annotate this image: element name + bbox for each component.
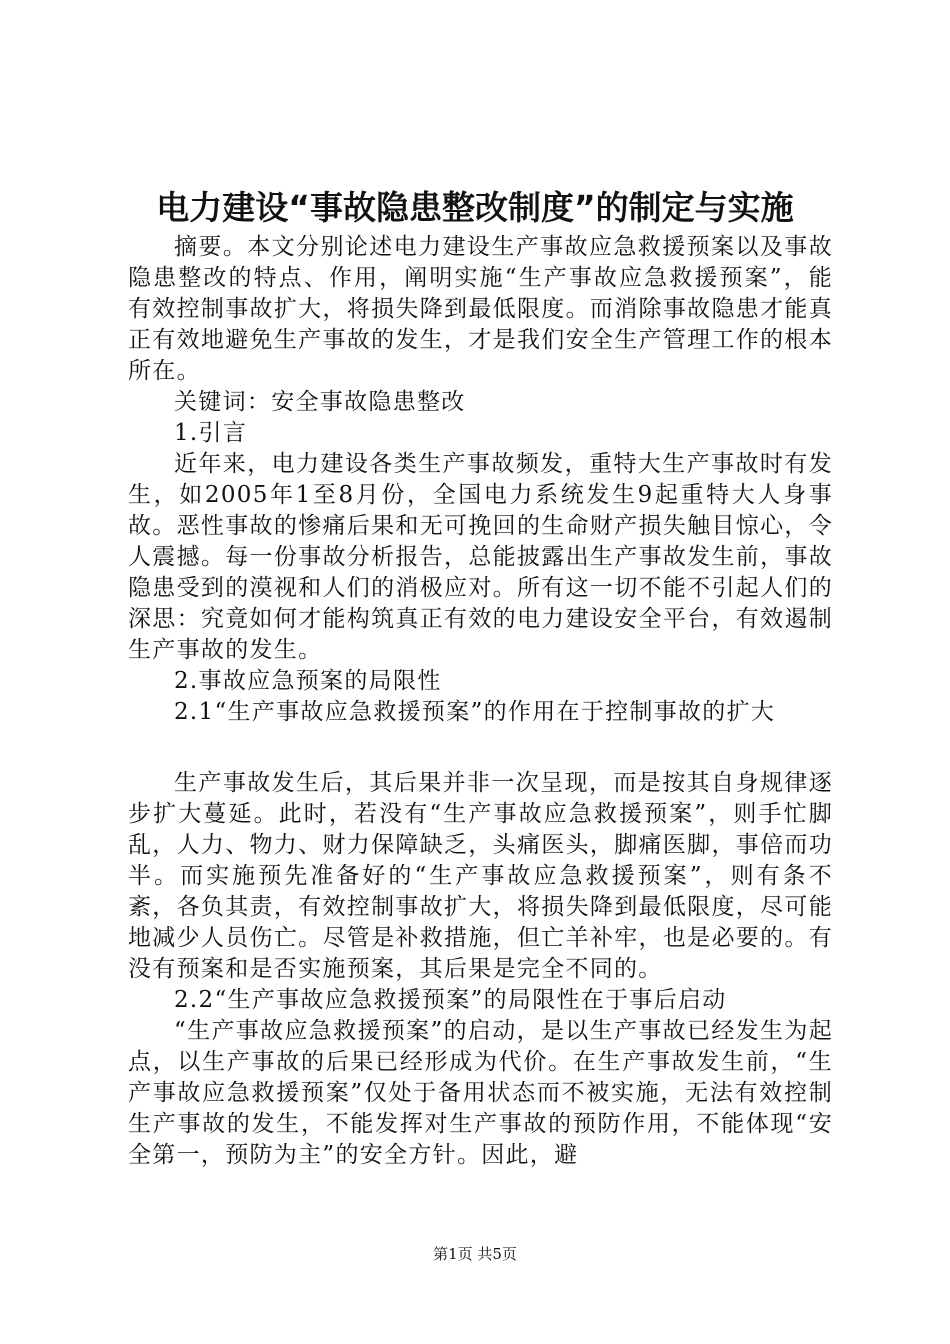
keywords-line: 关键词：安全事故隐患整改: [174, 389, 466, 415]
subsection-heading-2-2: 2.2“生产事故应急救援预案”的局限性在于事后启动: [174, 987, 727, 1013]
document-title: 电力建设“事故隐患整改制度”的制定与实施: [156, 188, 794, 227]
section-heading-limitations: 2.事故应急预案的局限性: [174, 668, 442, 694]
abstract-paragraph: 摘要。本文分别论述电力建设生产事故应急救援预案以及事故隐患整改的特点、作用，阐明实施“生产事故应急救援预案”，能有效控制事故扩大，将损失降到最低限度。而消除事故隐患才能真正有效地避免生产事故的发生，才是我们安全生产管理工作的根本所在。: [128, 234, 833, 384]
paragraph-2-2: “生产事故应急救援预案”的启动，是以生产事故已经发生为起点，以生产事故的后果已经形成为代价。在生产事故发生前，“生产事故应急救援预案”仅处于备用状态而不被实施，无法有效控制生产事故的发生，不能发挥对生产事故的预防作用，不能体现“安全第一，预防为主”的安全方针。因此，避: [128, 1018, 833, 1168]
page-footer: 第1页 共5页: [433, 1245, 517, 1263]
paragraph-2-1: 生产事故发生后，其后果并非一次呈现，而是按其自身规律逐步扩大蔓延。此时，若没有“生产事故应急救援预案”，则手忙脚乱，人力、物力、财力保障缺乏，头痛医头，脚痛医脚，事倍而功半。而实施预先准备好的“生产事故应急救援预案”，则有条不紊，各负其责，有效控制事故扩大，将损失降到最低限度，尽可能地减少人员伤亡。尽管是补救措施，但亡羊补牢，也是必要的。有没有预案和是否实施预案，其后果是完全不同的。: [128, 770, 833, 982]
introduction-paragraph: 近年来，电力建设各类生产事故频发，重特大生产事故时有发生，如2005年1至8月份，全国电力系统发生9起重特大人身事故。恶性事故的惨痛后果和无可挽回的生命财产损失触目惊心，令人震撼。每一份事故分析报告，总能披露出生产事故发生前，事故隐患受到的漠视和人们的消极应对。所有这一切不能不引起人们的深思：究竟如何才能构筑真正有效的电力建设安全平台，有效遏制生产事故的发生。: [128, 451, 833, 663]
subsection-heading-2-1: 2.1“生产事故应急救援预案”的作用在于控制事故的扩大: [174, 699, 776, 725]
document-body: [128, 232, 833, 1171]
section-heading-introduction: 1.引言: [174, 420, 248, 446]
